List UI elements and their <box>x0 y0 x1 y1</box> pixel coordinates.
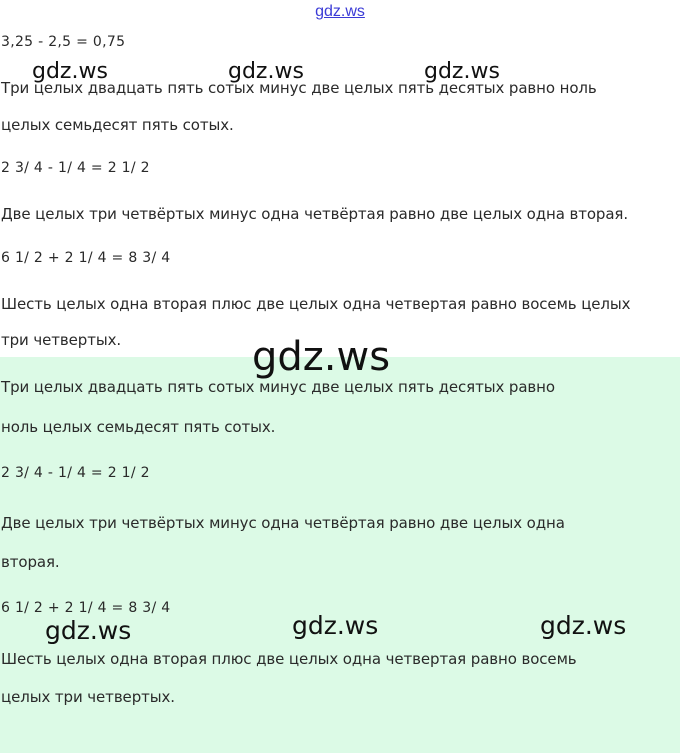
formula-1: 3,25 - 2,5 = 0,75 <box>1 34 126 50</box>
text-2-line-1: Две целых три четвёртых минус одна четвёртая равно две целых одна вторая. <box>1 205 629 223</box>
watermark: gdz.ws <box>32 59 108 84</box>
text-3-line-2: три четвертых. <box>1 331 122 349</box>
highlight-text-2-line-1: Две целых три четвёртых минус одна четвёртая равно две целых одна <box>1 514 565 532</box>
text-3-line-1: Шесть целых одна вторая плюс две целых одна четвертая равно восемь целых <box>1 295 631 313</box>
highlight-text-1-line-1: Три целых двадцать пять сотых минус две целых пять десятых равно <box>1 378 555 396</box>
watermark: gdz.ws <box>252 334 391 380</box>
header-watermark-link[interactable]: gdz.ws <box>315 3 365 20</box>
text-1-line-2: целых семьдесят пять сотых. <box>1 116 234 134</box>
highlight-formula-3: 6 1/ 2 + 2 1/ 4 = 8 3/ 4 <box>1 600 171 616</box>
text-1-line-1: Три целых двадцать пять сотых минус две целых пять десятых равно ноль <box>1 79 597 97</box>
formula-2: 2 3/ 4 - 1/ 4 = 2 1/ 2 <box>1 160 150 176</box>
highlight-text-3-line-2: целых три четвертых. <box>1 688 175 706</box>
watermark: gdz.ws <box>228 59 304 84</box>
watermark: gdz.ws <box>292 611 379 640</box>
highlight-text-1-line-2: ноль целых семьдесят пять сотых. <box>1 418 276 436</box>
watermark: gdz.ws <box>540 611 627 640</box>
highlight-text-3-line-1: Шесть целых одна вторая плюс две целых одна четвертая равно восемь <box>1 650 577 668</box>
highlight-text-2-line-2: вторая. <box>1 553 60 571</box>
highlight-formula-2: 2 3/ 4 - 1/ 4 = 2 1/ 2 <box>1 465 150 481</box>
formula-3: 6 1/ 2 + 2 1/ 4 = 8 3/ 4 <box>1 250 171 266</box>
watermark: gdz.ws <box>45 616 132 645</box>
watermark: gdz.ws <box>424 59 500 84</box>
